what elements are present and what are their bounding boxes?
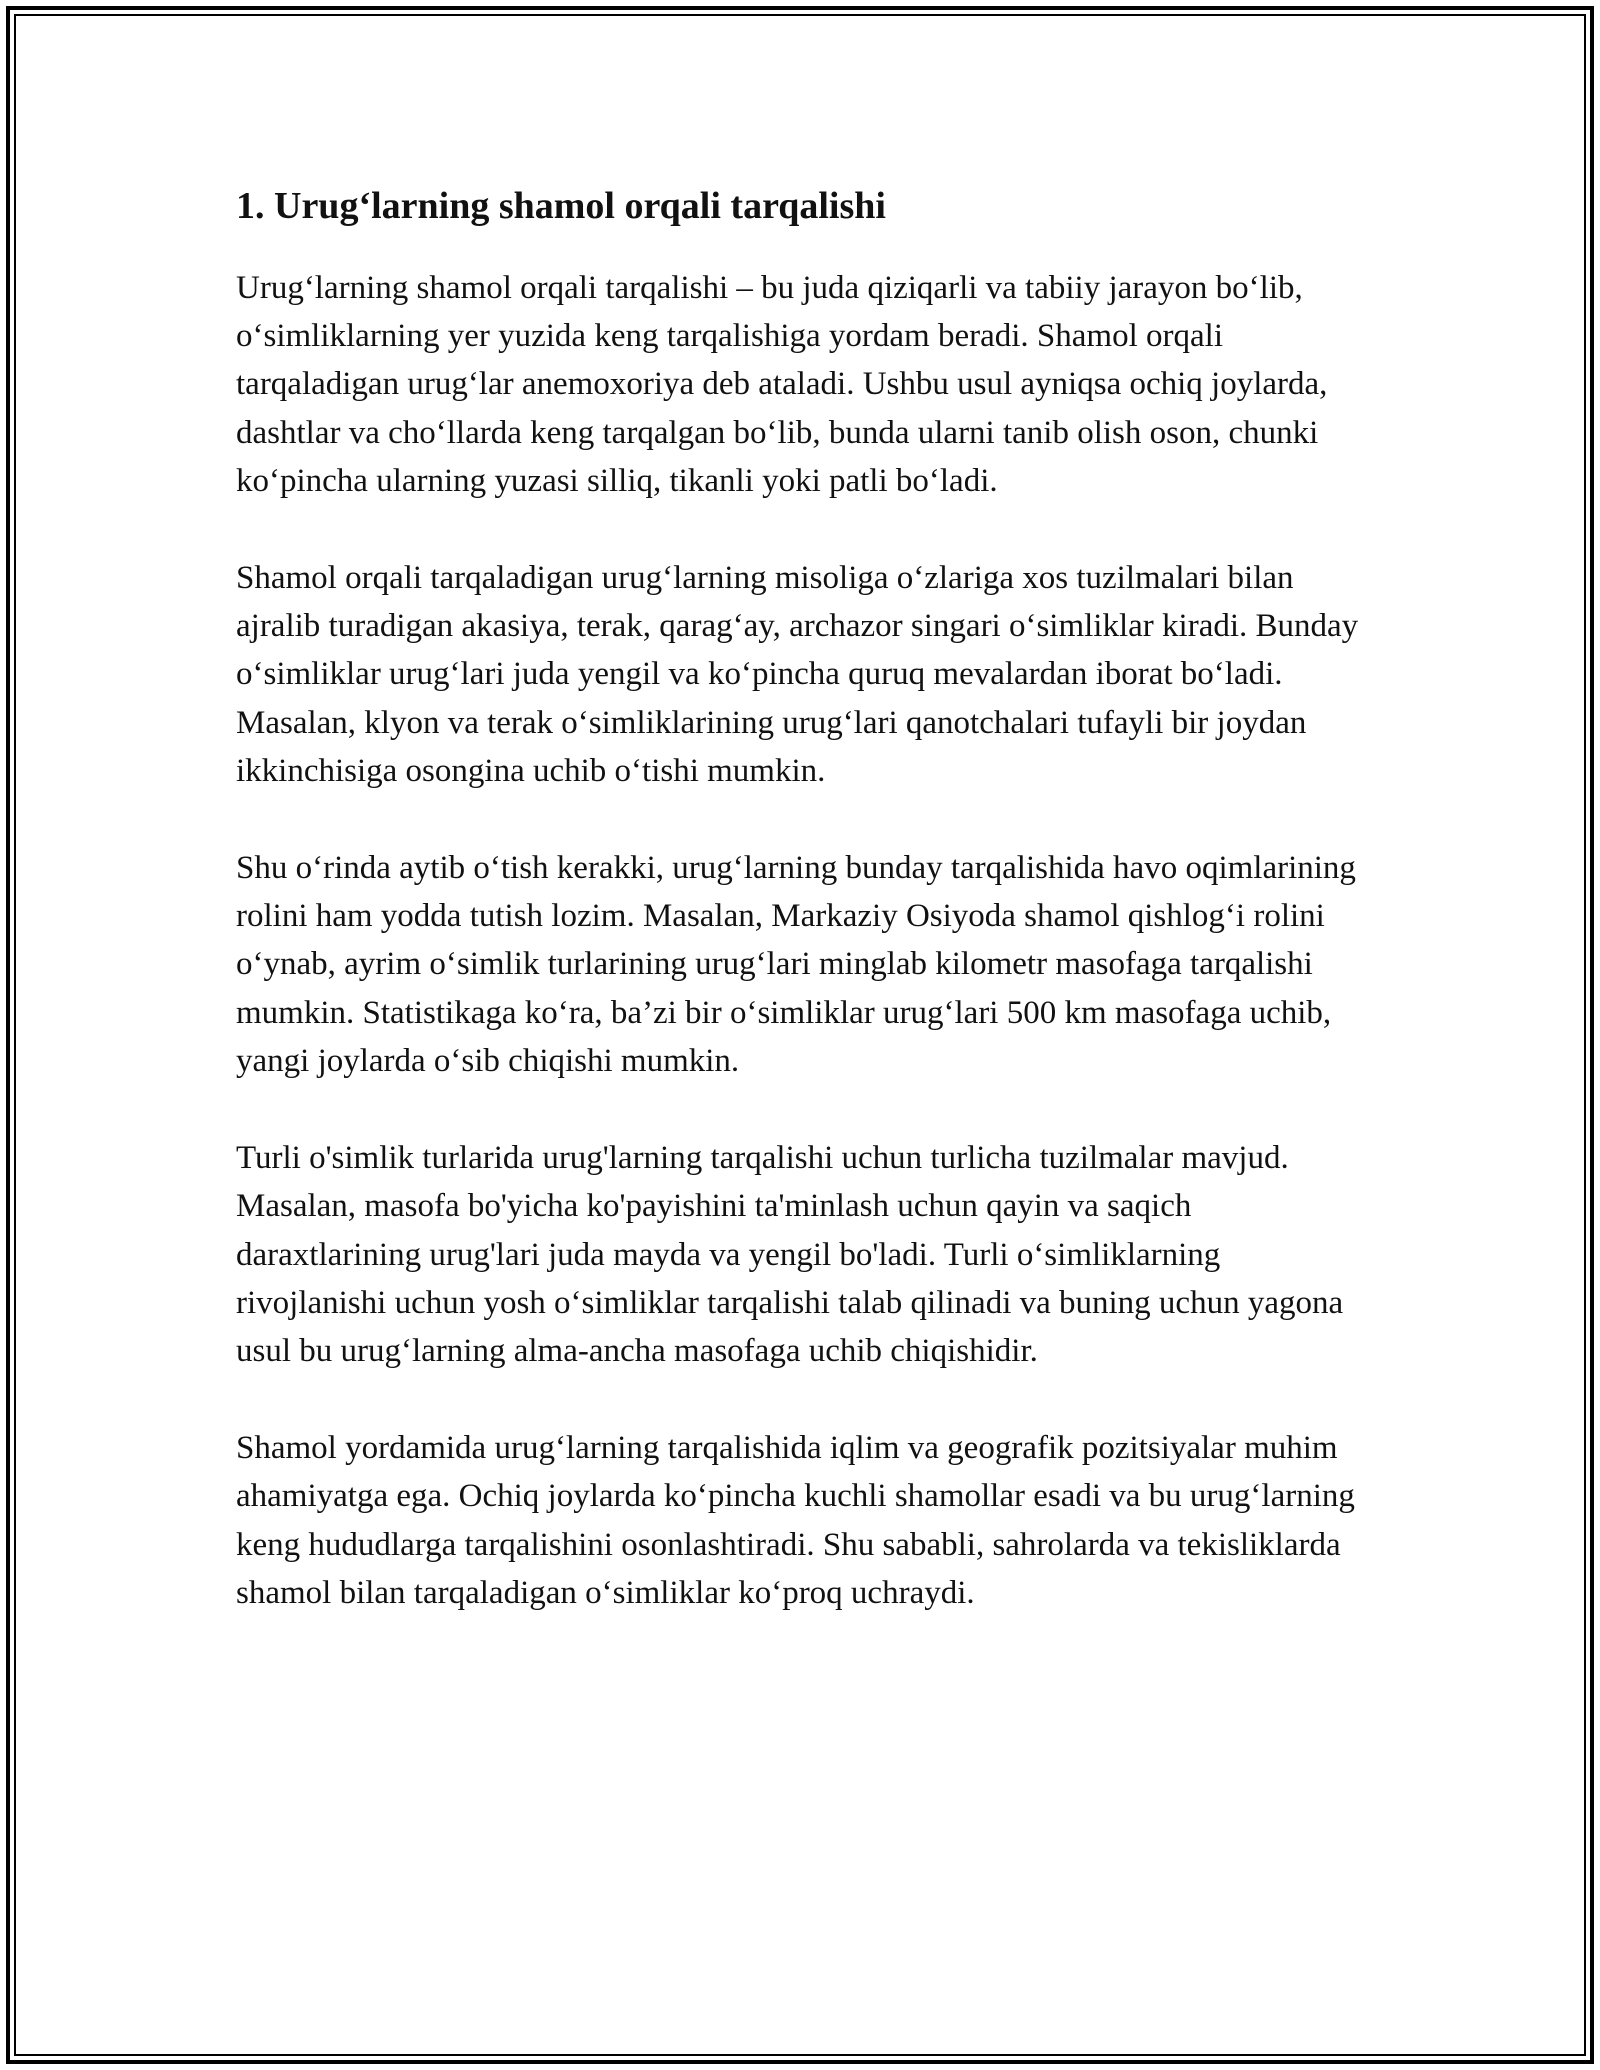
document-body (236, 184, 1376, 1665)
section-heading: 1. Urug‘larning shamol orqali tarqalishi (236, 185, 886, 227)
paragraph-1: Urug‘larning shamol orqali tarqalishi – bu juda qiziqarli va tabiiy jarayon bo‘lib, o‘simliklarning yer yuzida keng tarqalishiga yordam beradi. Shamol orqali tarqaladigan urug‘lar anemoxoriya deb ataladi. Ushbu usul ayniqsa ochiq joylarda, dashtlar va cho‘llarda keng tarqalgan bo‘lib, bunda ularni tanib olish oson, chunki ko‘pincha ularning yuzasi silliq, tikanli yoki patli bo‘ladi. (236, 269, 1328, 500)
paragraph-4: Turli o'simlik turlarida urug'larning tarqalishi uchun turlicha tuzilmalar mavjud. Masalan, masofa bo'yicha ko'payishini ta'minlash uchun qayin va saqich daraxtlarining urug'lari juda mayda va yengil bo'ladi. Turli o‘simliklarning rivojlanishi uchun yosh o‘simliklar tarqalishi talab qilinadi va buning uchun yagona usul bu urug‘larning alma-ancha masofaga uchib chiqishidir. (236, 1139, 1344, 1370)
paragraph-2: Shamol orqali tarqaladigan urug‘larning misoliga o‘zlariga xos tuzilmalari bilan ajralib turadigan akasiya, terak, qarag‘ay, archazor singari o‘simliklar kiradi. Bunday o‘simliklar urug‘lari juda yengil va ko‘pincha quruq mevalardan iborat bo‘ladi. Masalan, klyon va terak o‘simliklarining urug‘lari qanotchalari tufayli bir joydan ikkinchisiga osongina uchib o‘tishi mumkin. (236, 559, 1359, 790)
paragraph-3: Shu o‘rinda aytib o‘tish kerakki, urug‘larning bunday tarqalishida havo oqimlarining rolini ham yodda tutish lozim. Masalan, Markaziy Osiyoda shamol qishlog‘i rolini o‘ynab, ayrim o‘simlik turlarining urug‘lari minglab kilometr masofaga tarqalishi mumkin. Statistikaga ko‘ra, ba’zi bir o‘simliklar urug‘lari 500 km masofaga uchib, yangi joylarda o‘sib chiqishi mumkin. (236, 849, 1356, 1080)
paragraph-5: Shamol yordamida urug‘larning tarqalishida iqlim va geografik pozitsiyalar muhim ahamiyatga ega. Ochiq joylarda ko‘pincha kuchli shamollar esadi va bu urug‘larning keng hududlarga tarqalishini osonlashtiradi. Shu sababli, sahrolarda va tekisliklarda shamol bilan tarqaladigan o‘simliklar ko‘proq uchraydi. (236, 1429, 1355, 1611)
